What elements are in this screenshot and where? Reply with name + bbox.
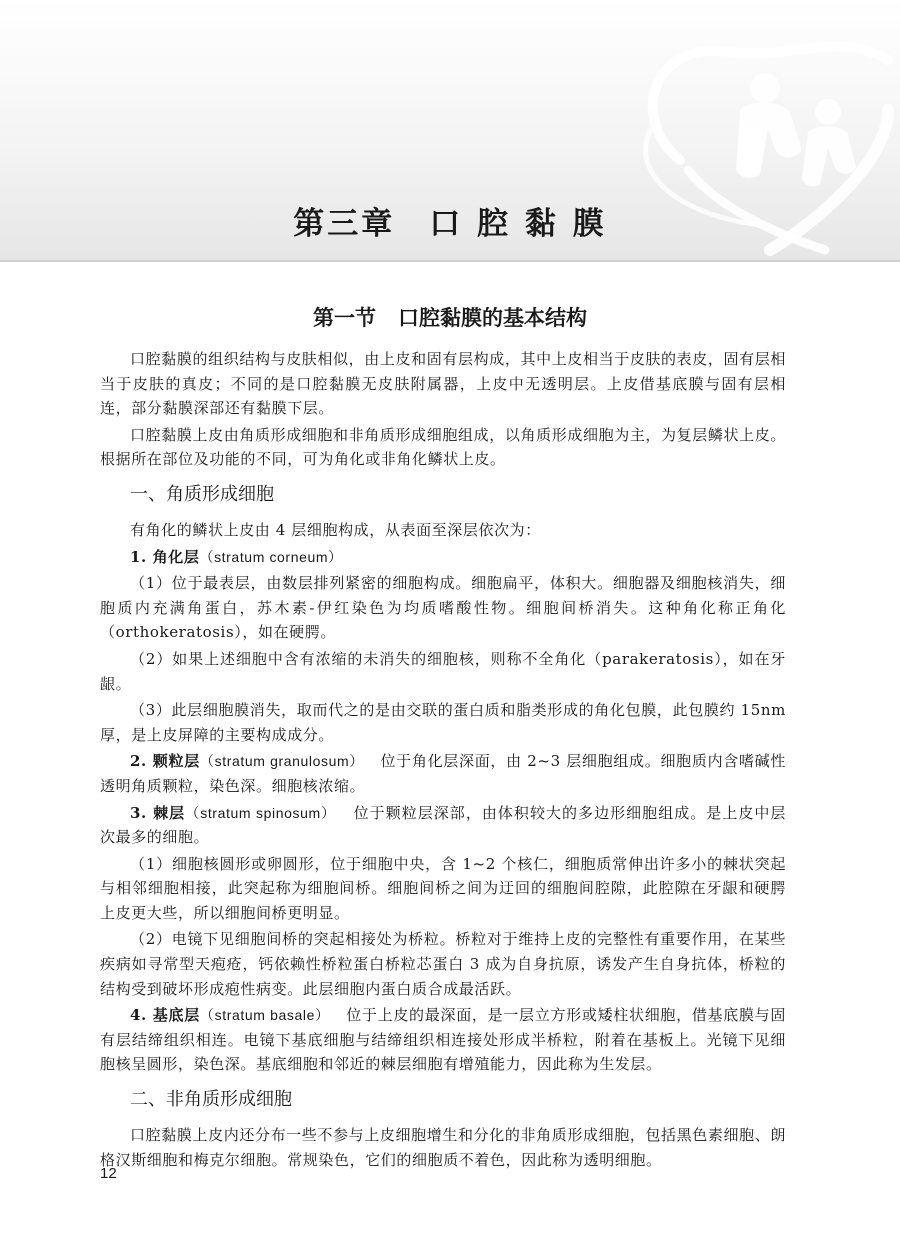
- stratum-granulosum-paragraph: [100, 749, 786, 798]
- chapter-title: [0, 198, 900, 243]
- stratum-spinosum-item-2: （2）电镜下见细胞间桥的突起相接处为桥粒。桥粒对于维持上皮的完整性有重要作用，在某些疾病如寻常型天疱疮，钙依赖性桥粒蛋白桥粒芯蛋白 3 成为自身抗原，诱发产生自身抗体，桥粒的结构受到破坏形成疱性病变。此层细胞内蛋白质合成最活跃。: [100, 930, 786, 998]
- stratum-corneum-heading: [100, 545, 786, 570]
- page-body: [100, 347, 786, 1172]
- non-keratinocytes-paragraph: 口腔黏膜上皮内还分布一些不参与上皮细胞增生和分化的非角质形成细胞，包括黑色素细胞、朗格汉斯细胞和梅克尔细胞。常规染色，它们的细胞质不着色，因此称为透明细胞。: [100, 1126, 786, 1169]
- header-bottom-rule: [0, 260, 900, 262]
- layers-lead-paragraph: 有角化的鳞状上皮由 4 层细胞构成，从表面至深层依次为：: [130, 520, 541, 539]
- stratum-corneum-latin: （stratum corneum）: [199, 548, 343, 565]
- stratum-spinosum-label: 3. 棘层: [130, 803, 186, 822]
- stratum-granulosum-label: 2. 颗粒层: [130, 752, 200, 771]
- stratum-corneum-item-2: （2）如果上述细胞中含有浓缩的未消失的细胞核，则称不全角化（parakeratosis），如在牙龈。: [100, 649, 786, 693]
- heading-keratinocytes: 一、角质形成细胞: [130, 483, 274, 505]
- stratum-basale-text: 位于上皮的最深面，是一层立方形或矮柱状细胞，借基底膜与固有层结缔组织相连。电镜下基底细胞与结缔组织相连接处形成半桥粒，附着在基板上。光镜下见细胞核呈圆形，染色深。基底细胞和邻近的棘层细胞有增殖能力，因此称为生发层。: [100, 1006, 786, 1074]
- intro-paragraph-2: 口腔黏膜上皮由角质形成细胞和非角质形成细胞组成，以角质形成细胞为主，为复层鳞状上皮。根据所在部位及功能的不同，可为角化或非角化鳞状上皮。: [100, 425, 786, 469]
- stratum-basale-label: 4. 基底层: [130, 1006, 200, 1025]
- chapter-number: 第三章: [293, 206, 396, 242]
- stratum-corneum-label: 1. 角化层: [130, 547, 200, 566]
- stratum-spinosum-paragraph: [100, 801, 786, 850]
- stratum-corneum-item-3: （3）此层细胞膜消失，取而代之的是由交联的蛋白质和脂类形成的角化包膜，此包膜约 15nm 厚，是上皮屏障的主要构成成分。: [100, 701, 786, 744]
- stratum-corneum-item-1: （1）位于最表层，由数层排列紧密的细胞构成。细胞扁平，体积大。细胞器及细胞核消失，细胞质内充满角蛋白，苏木素-伊红染色为均质嗜酸性物。细胞间桥消失。这种角化称正角化（orthokeratosis），如在硬腭。: [100, 574, 786, 642]
- chapter-name: 口 腔 黏 膜: [429, 206, 607, 242]
- section-number: 第一节: [313, 305, 376, 330]
- stratum-granulosum-text: 位于角化层深面，由 2~3 层细胞组成。细胞质内含嗜碱性透明角质颗粒，染色深。细胞核浓缩。: [100, 752, 786, 795]
- chapter-header-band: [0, 0, 900, 262]
- stratum-granulosum-latin: （stratum granulosum）: [199, 753, 365, 770]
- page-number: 12: [100, 1165, 117, 1182]
- heading-non-keratinocytes: 二、非角质形成细胞: [130, 1089, 292, 1111]
- stratum-spinosum-item-1: （1）细胞核圆形或卵圆形，位于细胞中央，含 1~2 个核仁，细胞质常伸出许多小的棘状突起与相邻细胞相接，此突起称为细胞间桥。细胞间桥之间为迂回的细胞间腔隙，此腔隙在牙龈和硬腭上皮更大些，所以细胞间桥更明显。: [100, 854, 786, 922]
- stratum-basale-latin: （stratum basale）: [199, 1007, 330, 1024]
- stratum-spinosum-latin: （stratum spinosum）: [185, 804, 337, 821]
- intro-paragraph-1: 口腔黏膜的组织结构与皮肤相似，由上皮和固有层构成，其中上皮相当于皮肤的表皮，固有层相当于皮肤的真皮；不同的是口腔黏膜无皮肤附属器，上皮中无透明层。上皮借基底膜与固有层相连，部分黏膜深部还有黏膜下层。: [100, 350, 786, 418]
- stratum-basale-paragraph: [100, 1003, 786, 1077]
- section-name: 口腔黏膜的基本结构: [398, 305, 587, 330]
- stratum-spinosum-text: 位于颗粒层深部，由体积较大的多边形细胞组成。是上皮中层次最多的细胞。: [100, 803, 787, 847]
- section-title: [0, 302, 900, 332]
